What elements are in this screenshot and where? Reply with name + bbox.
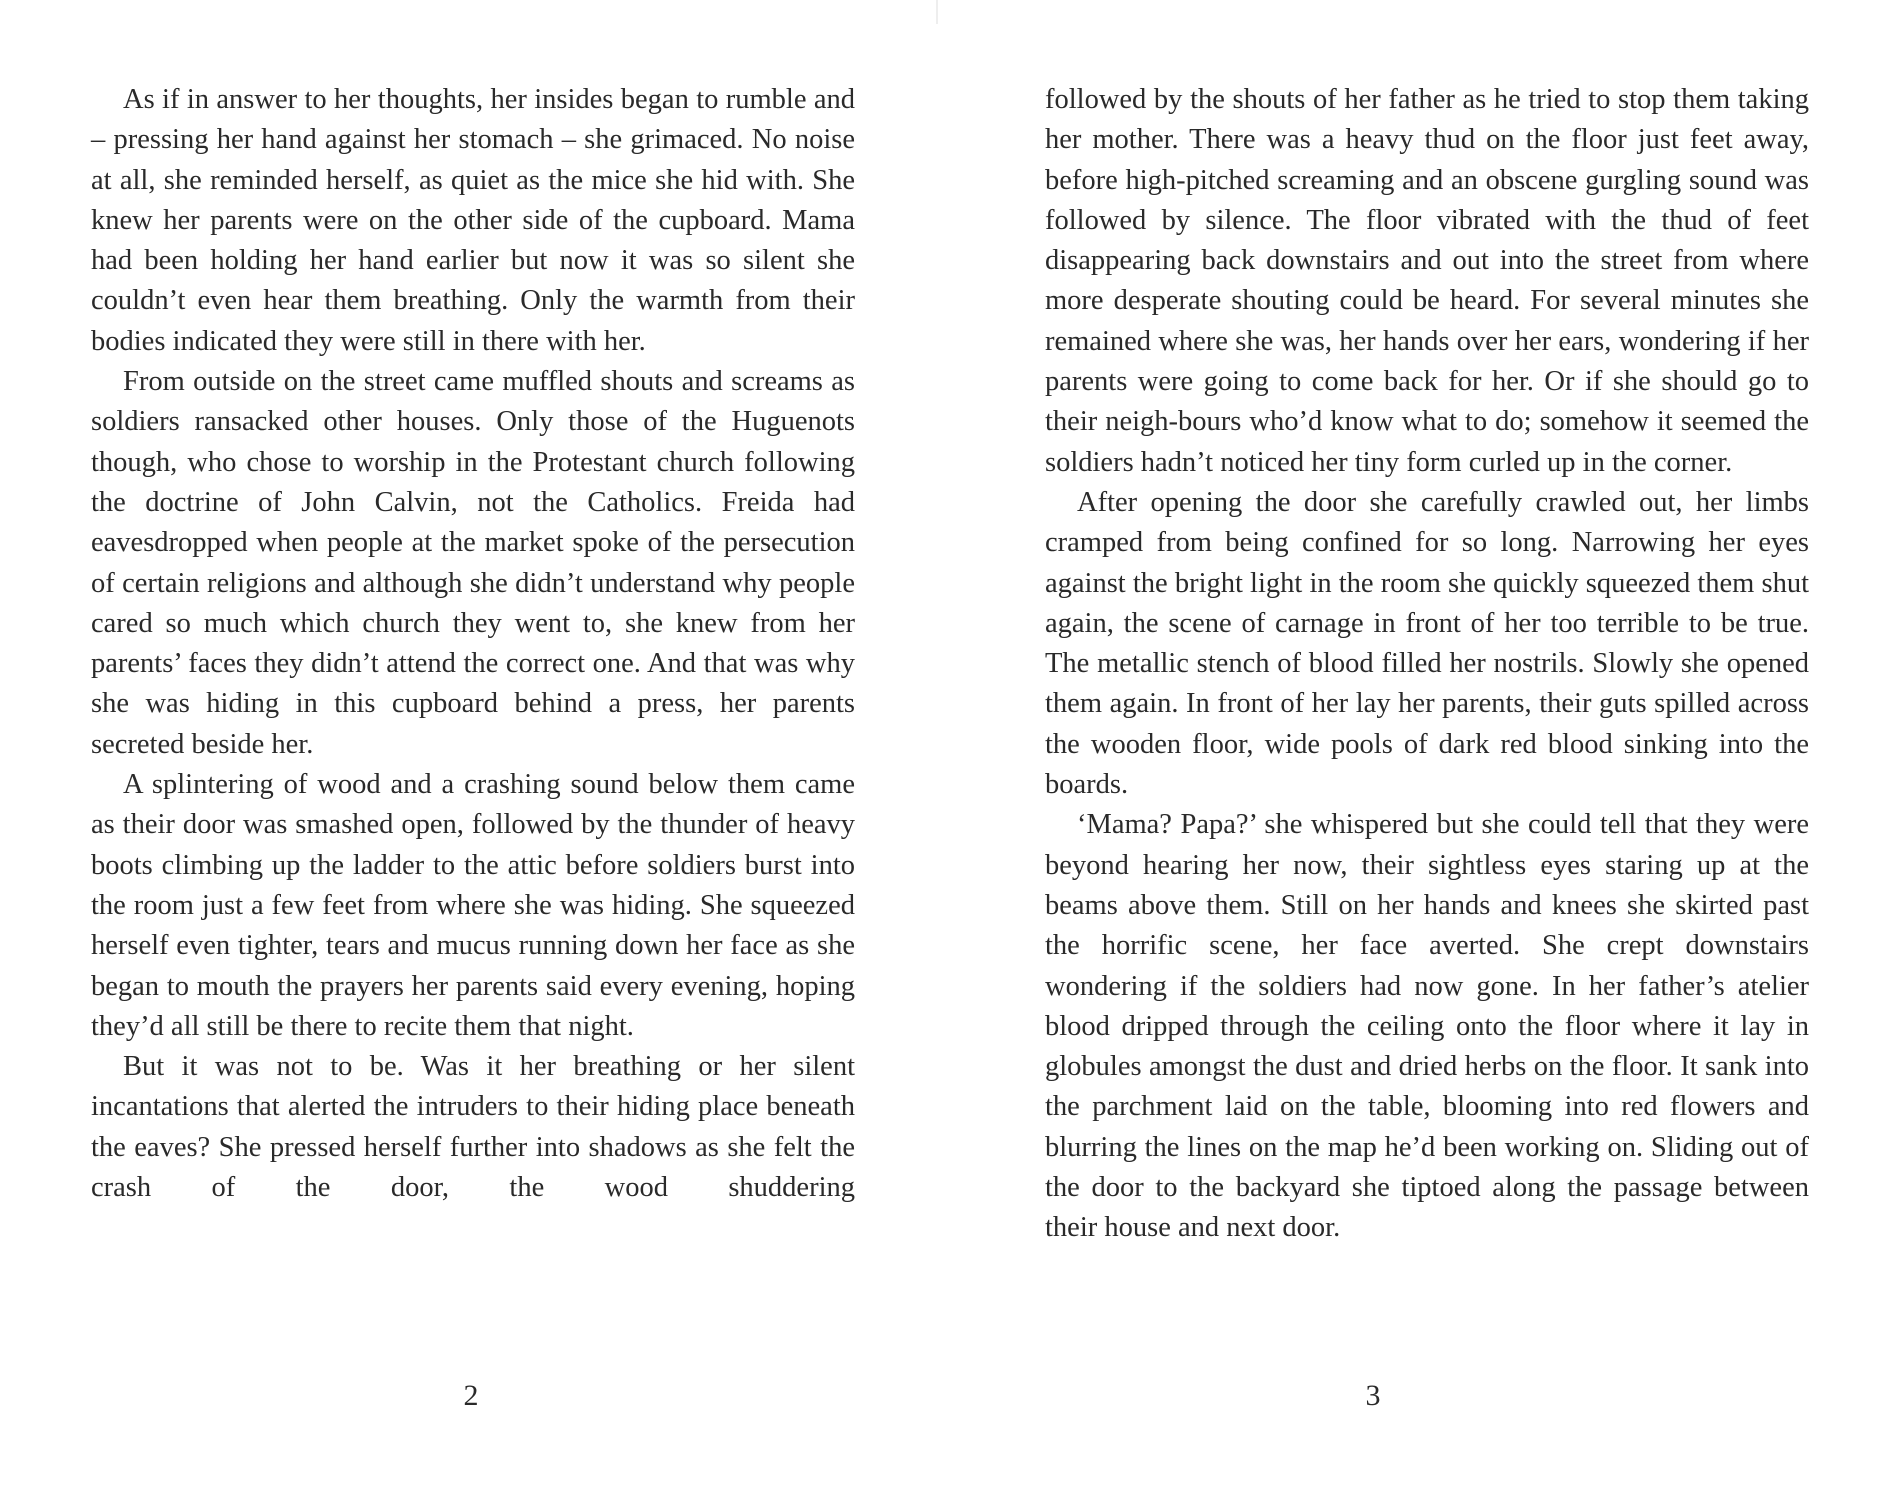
- paragraph: But it was not to be. Was it her breathing or her silent incantations that alerted the intruders to their hiding place beneath the eaves? She pressed herself further into shadows as she felt the crash of the door, the wood shuddering: [91, 1051, 855, 1204]
- right-page: [944, 0, 1888, 1498]
- paragraph: followed by the shouts of her father as he tried to stop them taking her mother. There was a heavy thud on the floor just feet away, before high-pitched screaming and an obscene gurgling sound was followed by silence. The floor vibrated with the thud of feet disappearing back downstairs and out into the street from where more desperate shouting could be heard. For several minutes she remained where she was, her hands over her ears, wondering if her parents were going to come back for her. Or if she should go to their neigh-bours who’d know what to do; somehow it seemed the soldiers hadn’t noticed her tiny form curled up in the corner.: [1045, 84, 1809, 478]
- left-page-body: [91, 80, 855, 1208]
- paragraph: As if in answer to her thoughts, her insides began to rumble and – pressing her hand against her stomach – she grimaced. No noise at all, she reminded herself, as quiet as the mice she hid with. She knew her parents were on the other side of the cupboard. Mama had been holding her hand earlier but now it was so silent she couldn’t even hear them breathing. Only the warmth from their bodies indicated they were still in there with her.: [91, 84, 855, 357]
- page-number: 3: [1365, 1379, 1381, 1412]
- right-page-body: [1045, 80, 1809, 1249]
- paragraph: From outside on the street came muffled shouts and screams as soldiers ransacked other houses. Only those of the Huguenots though, who chose to worship in the Protestant church following the doctrine of John Calvin, not the Catholics. Freida had eavesdropped when people at the market spoke of the persecution of certain religions and although she didn’t understand why people cared so much which church they went to, she knew from her parents’ faces they didn’t attend the correct one. And that was why she was hiding in this cupboard behind a press, her parents secreted beside her.: [91, 366, 855, 760]
- paragraph: A splintering of wood and a crashing sound below them came as their door was smashed open, followed by the thunder of heavy boots climbing up the ladder to the attic before soldiers burst into the room just a few feet from where she was hiding. She squeezed herself even tighter, tears and mucus running down her face as she began to mouth the prayers her parents said every evening, hoping they’d all still be there to recite them that night.: [91, 769, 855, 1042]
- paragraph: After opening the door she carefully crawled out, her limbs cramped from being confined for so long. Narrowing her eyes against the bright light in the room she quickly squeezed them shut again, the scene of carnage in front of her too terrible to be true. The metallic stench of blood filled her nostrils. Slowly she opened them again. In front of her lay her parents, their guts spilled across the wooden floor, wide pools of dark red blood sinking into the boards.: [1045, 486, 1809, 801]
- paragraph: ‘Mama? Papa?’ she whispered but she could tell that they were beyond hearing her now, their sightless eyes staring up at the beams above them. Still on her hands and knees she skirted past the horrific scene, her face averted. She crept downstairs wondering if the soldiers had now gone. In her father’s atelier blood dripped through the ceiling onto the floor where it lay in globules amongst the dust and dried herbs on the floor. It sank into the parchment laid on the table, blooming into red flowers and blurring the lines on the map he’d been working on. Sliding out of the door to the backyard she tiptoed along the passage between their house and next door.: [1045, 809, 1809, 1244]
- page-number: 2: [463, 1379, 479, 1412]
